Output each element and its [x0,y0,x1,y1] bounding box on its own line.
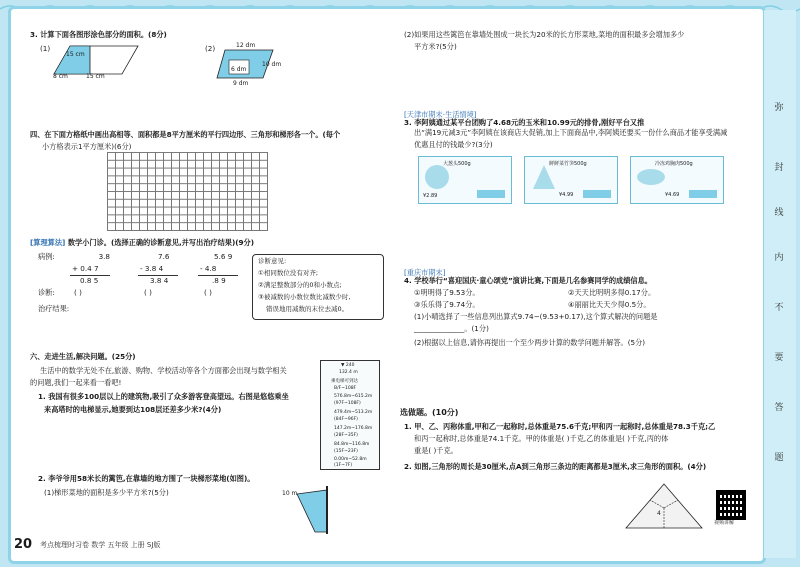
r-q4-d: ④丽丽比天天少得0.5分。 [568,300,651,309]
elev-row: 147.2m~176.8m [334,426,373,431]
product-price: ¥4.69 [665,192,680,198]
product-card[interactable] [418,156,512,204]
q6-p2-2: (1)梯形菜地的面积是多少平方米?(5分) [44,488,169,497]
product-name: 鲜鲜菜竹笋500g [549,161,587,167]
r-q4-tag: [重庆市期末] [404,268,446,277]
elev-row: (15F~23F) [334,449,358,454]
chicken-breast-icon [637,169,665,185]
margin-char: 答 [774,403,784,413]
q6-title: 六、走进生活,解决问题。(25分) [30,352,136,361]
diag-label: 诊断: [38,288,55,297]
elev-row: B/F~108F [334,386,357,391]
product-price: ¥2.89 [423,193,438,199]
r-q4-1: 4. 学校举行“喜迎国庆·童心颂党”演讲比赛,下面是几名参赛同学的成绩信息。 [404,276,652,285]
fig2-label: (2) [205,44,216,53]
product-name: 大葱头500g [443,161,471,167]
r-q3-3: 优惠且付的钱最少?(3分) [414,140,493,149]
cure-label: 治疗结果: [38,304,70,313]
diag-paren-2[interactable]: ( ) [144,288,152,297]
calc2-r: 3.8 4 [150,276,169,285]
triangle-label: 4 [657,510,661,517]
opinion-3: ③被减数的小数位数比减数少时, [258,293,351,301]
buy-button [477,190,505,198]
elev-head: ▼ 240 [341,363,355,368]
fig1-label: (1) [40,44,51,53]
q6-p1-1: 1. 我国有很多100层以上的建筑物,吸引了众多游客登高望远。右图是悠悠乘坐 [38,392,289,401]
triangle-figure [624,482,704,530]
q5-tag: [算理算法] [30,238,66,247]
elevator-display [320,360,380,470]
opinion-1: ①相同数位没有对齐; [258,269,319,277]
opinion-2: ②满足整数部分的0和小数点; [258,281,342,289]
buy-button [689,190,717,198]
r-q4-b: ②天天比明明多得0.17分。 [568,288,656,297]
grid-paper[interactable] [107,152,268,231]
case-label: 病例: [38,252,55,261]
diag-paren-1[interactable]: ( ) [74,288,82,297]
margin-char: 内 [774,253,784,263]
opinion-4: 错误地用减数的末位去减0。 [266,305,349,313]
margin-char: 线 [774,208,784,218]
product-card[interactable] [630,156,724,204]
elev-row: (28F~35F) [334,433,358,438]
product-price: ¥4.99 [559,192,574,198]
elev-row: 84.8m~116.8m [334,442,370,447]
fig1-base2: 15 cm [86,73,105,80]
elev-row: 0.00m~52.8m [334,457,367,462]
page-number: 20 [14,537,33,552]
fig2-top: 12 dm [236,42,256,49]
elev-row: (97F~108F) [334,401,361,406]
elev-row: 576.8m~615.2m [334,394,373,399]
product-card[interactable] [524,156,618,204]
bamboo-shoot-icon [533,165,555,189]
wall-label: 10 m [282,490,298,497]
r-q4-c: ③乐乐得了9.74分。 [414,300,480,309]
q6-p2-1: 2. 李爷爷用58米长的篱笆,在靠墙的地方围了一块梯形菜地(如图)。 [38,474,255,483]
margin-char: 题 [774,453,784,463]
elev-sub: 132.4 m [339,370,358,375]
calc2-a: 7.6 [158,252,170,261]
q4-title: 四、在下面方格纸中画出高相等、面积都是8平方厘米的平行四边形、三角形和梯形各一个。(每个 [30,130,341,139]
q4-title2: 小方格表示1平方厘米)(6分) [42,142,132,151]
r-q3-2: 出“满19元减3元”李阿姨在该商店大促销,加上下面商品中,李阿姨还要买一份什么商品才能享受满减 [414,128,728,137]
q6-p1-2: 来高塔时的电梯显示,她要到达108层还差多少米?(4分) [44,405,222,414]
fig2-right: 10 dm [262,61,282,68]
qr-code[interactable] [716,490,746,520]
calc1-r: 0.8 5 [80,276,99,285]
r-q2-2a: (2)如果用这些篱笆在靠墙处围成一块长为20米的长方形菜地,菜地的面积最多会增加多少 [404,30,685,39]
diag-paren-3[interactable]: ( ) [204,288,212,297]
sel-1-3: 重是( )千克。 [414,446,458,455]
sel-2: 2. 如图,三角形的周长是30厘米,点A到三角形三条边的距离都是3厘米,求三角形的面积。(4分) [404,462,707,471]
q5-title: 数学小门诊。(选择正确的诊断意见,并写出治疗结果)(9分) [67,238,255,247]
fig1-base1: 8 cm [53,73,68,80]
calc2-b: - 3.8 4 [140,264,164,273]
r-q4-e: (1)小晴选择了一些信息列出算式9.74−(9.53+0.17),这个算式解决的问题是 [414,312,658,321]
margin-char: 弥 [774,103,784,113]
elev-row: (84F~96F) [334,417,358,422]
q3-title: 3. 计算下面各图形涂色部分的面积。(8分) [30,30,167,39]
margin-char: 不 [774,303,784,313]
q6-intro-2: 的问题,我们一起来看一看吧! [30,378,122,387]
q6-intro-1: 生活中的数学无处不在,旅游、购物、学校活动等各个方面都会出现与数学相关 [40,366,287,375]
elev-row: (1F~7F) [334,463,353,468]
sel-1-1: 1. 甲、乙、丙称体重,甲和乙一起称时,总体重是75.6千克;甲和丙一起称时,总体重是78.3千克;乙 [404,422,716,431]
margin-char: 封 [774,163,784,173]
margin-char: 要 [774,353,784,363]
r-q3-tag: [天津市期末·生活情境] [404,110,477,119]
elev-row: 479.4m~513.2m [334,410,373,415]
qr-label: 视频讲解 [714,520,735,526]
r-q4-f[interactable]: ______________。(1分) [414,324,489,333]
r-q4-g: (2)根据以上信息,请你再提出一个至少两步计算的数学问题并解答。(5分) [414,338,646,347]
binding-margin [764,10,796,558]
calc1-b: + 0.4 7 [72,264,99,273]
onion-icon [425,165,449,189]
fig2-bottom: 9 dm [233,80,249,87]
sel-1-2: 和丙一起称时,总体重是74.1千克。甲的体重是( )千克,乙的体重是( )千克,丙的体 [414,434,669,443]
elev-title: 乘电梯可到达 [331,379,358,384]
calc3-b: - 4.8 [200,264,217,273]
r-q2-2b: 平方米?(5分) [414,42,457,51]
calc3-r: .8 9 [212,276,226,285]
fig1-height: 15 cm [66,51,85,58]
r-q3-1: 3. 李阿姨通过某平台团购了4.68元的玉米和10.99元的排骨,刚好平台又推 [404,118,645,127]
footer-text: 考点梳理时习卷 数学 五年级 上册 SJ版 [40,541,161,549]
calc1-a: 3.8 [98,252,110,261]
fig2-inner: 6 dm [231,66,247,73]
calc3-a: 5.6 9 [214,252,233,261]
sel-title: 选做题。(10分) [400,408,459,417]
r-q4-a: ①明明得了9.53分。 [414,288,480,297]
product-name: 冷冻鸡胸肉500g [655,161,693,167]
buy-button [583,190,611,198]
opinions-title: 诊断意见: [258,257,287,265]
